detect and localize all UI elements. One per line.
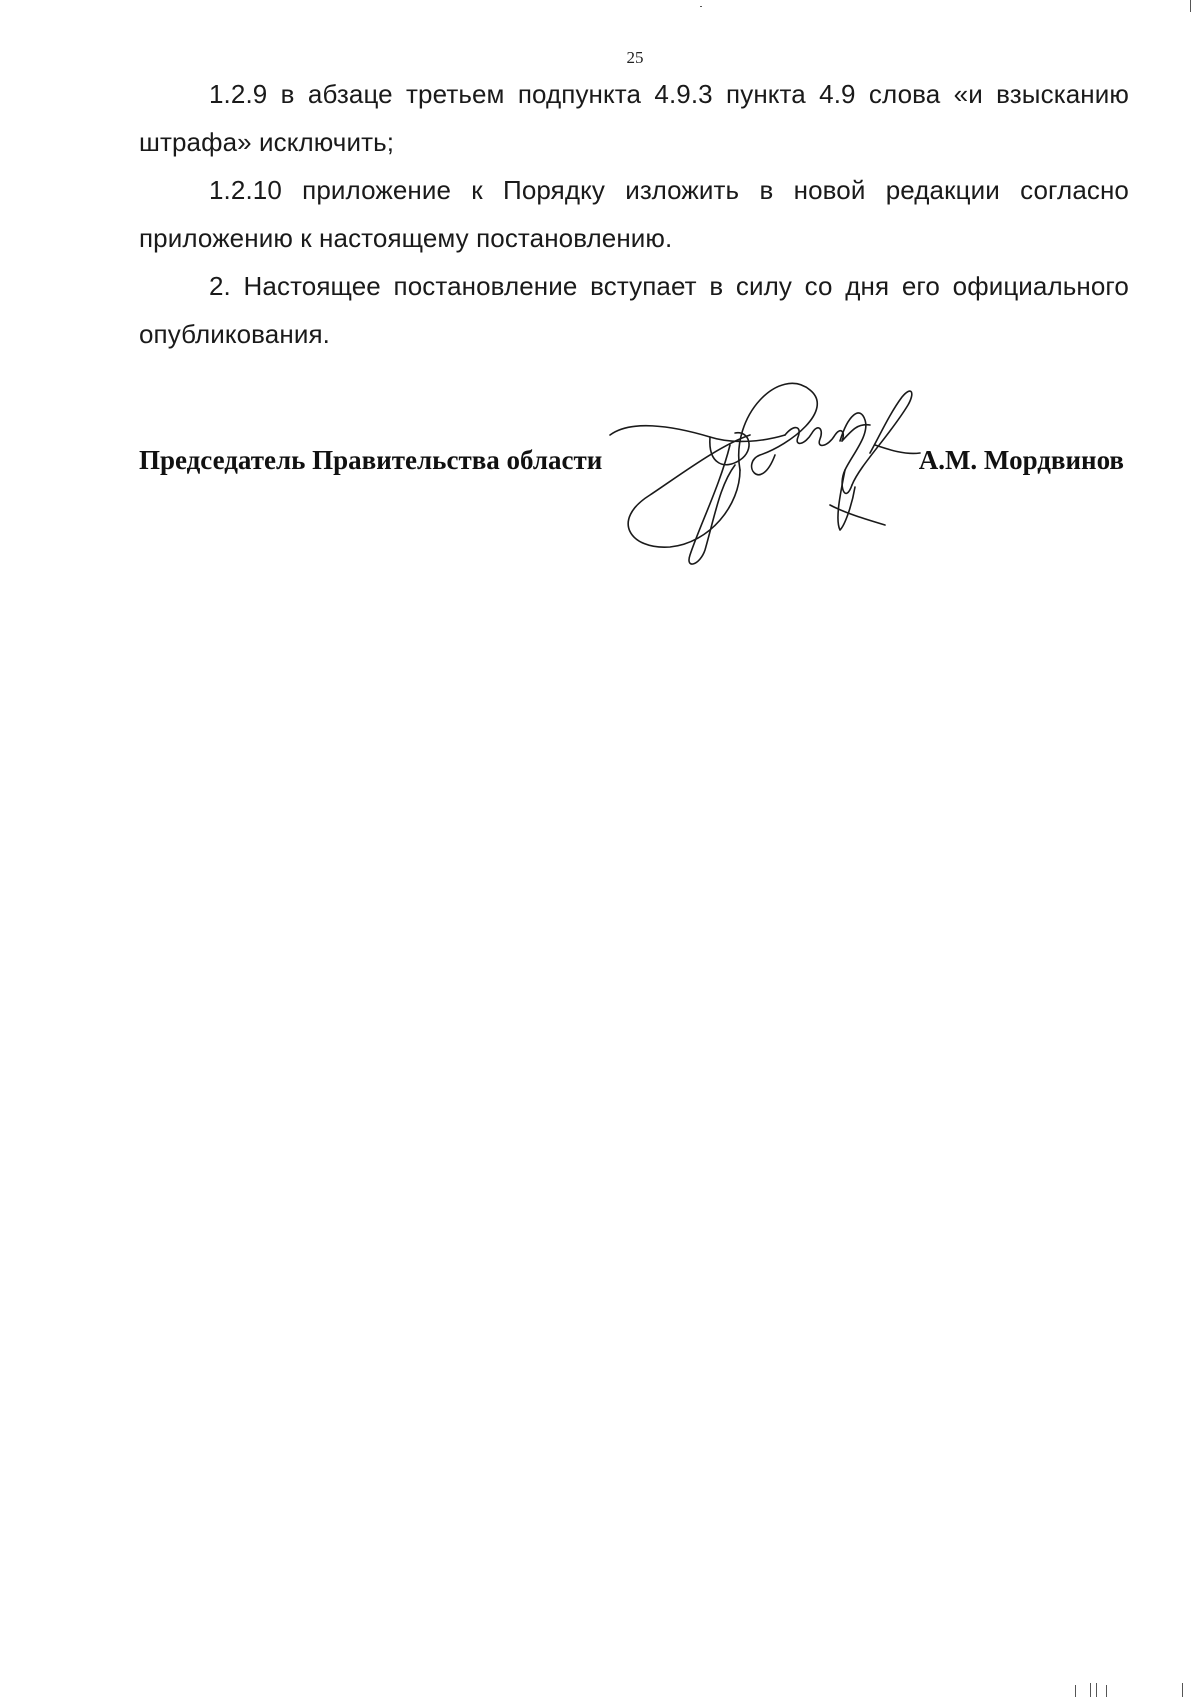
paragraph-1-2-10: 1.2.10 приложение к Порядку изложить в новой редакции согласно приложению к настоящему постановлению. — [139, 175, 1129, 253]
document-body — [139, 70, 1129, 358]
handwritten-signature-icon — [590, 375, 950, 575]
signatory-name: А.М. Мордвинов — [918, 445, 1124, 475]
scan-artifact — [1090, 1683, 1091, 1697]
paragraph-2: 2. Настоящее постановление вступает в силу со дня его официального опубликования. — [139, 271, 1129, 349]
paragraph-1-2-9: 1.2.9 в абзаце третьем подпункта 4.9.3 пункта 4.9 слова «и взысканию штрафа» исключить; — [139, 79, 1129, 157]
scan-artifact — [1182, 1683, 1183, 1697]
scan-artifact — [1106, 1685, 1107, 1697]
signatory-position: Председатель Правительства области — [139, 445, 603, 475]
scan-artifact — [1190, 0, 1191, 12]
page-number: 25 — [626, 48, 644, 67]
scan-artifact — [1075, 1685, 1076, 1697]
scan-artifact — [700, 6, 702, 7]
scan-artifact — [1096, 1683, 1097, 1697]
